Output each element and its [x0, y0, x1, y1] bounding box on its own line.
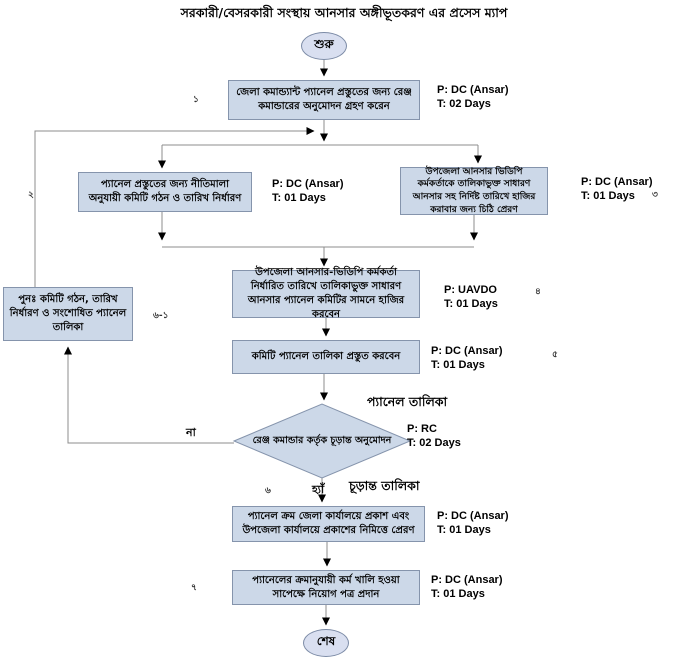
page-title: সরকারী/বেসরকারী সংস্থায় আনসার অঙ্গীভূতকরণ এর প্রসেস ম্যাপ	[180, 5, 508, 20]
step1-annotation	[437, 83, 509, 112]
step4-number: ৪	[535, 287, 541, 297]
start-terminator: শুরু	[301, 32, 347, 60]
process-box-step1: জেলা কমান্ড্যান্ট প্যানেল প্রস্তুতের জন্য রেঞ্জ কমান্ডারের অনুমোদন গ্রহণ করেন	[228, 80, 420, 120]
step4-time: T: 01 Days	[444, 298, 498, 311]
final-list-label: চূড়ান্ত তালিকা	[349, 478, 420, 493]
step1-performer: P: DC (Ansar)	[437, 84, 509, 96]
no-branch-label: না	[186, 426, 196, 439]
step7-time: T: 01 Days	[431, 588, 485, 601]
process-box-step4: উপজেলা আনসার-ভিডিপি কর্মকর্তা নির্ধারিত তারিখে তালিকাভুক্ত সাধারণ আনসার প্যানেল কমিটির সামনে হাজির করবেন	[232, 270, 420, 318]
step3-number: ৩	[652, 190, 658, 200]
step2-number: ২	[28, 190, 34, 200]
step5-number: ৫	[552, 350, 558, 360]
process-box-step3: উপজেলা আনসার ভিডিপি কর্মকর্তাকে তালিকাভুক্ত সাধারণ আনসার সহ নির্দিষ্ট তারিখে হাজির করাবার জন্য চিঠি প্রেরণ	[400, 167, 548, 215]
step1-time: T: 02 Days	[437, 98, 491, 111]
step3-performer: P: DC (Ansar)	[581, 176, 653, 188]
decision-time: T: 02 Days	[407, 437, 461, 450]
step5-time: T: 01 Days	[431, 359, 485, 372]
step3-annotation	[581, 175, 653, 204]
step5-performer: P: DC (Ansar)	[431, 345, 503, 357]
step4-performer: P: UAVDO	[444, 284, 497, 296]
step6-annotation	[437, 509, 509, 538]
step2-time: T: 01 Days	[272, 192, 326, 205]
step7-performer: P: DC (Ansar)	[431, 574, 503, 586]
end-terminator: শেষ	[303, 629, 349, 657]
step6-performer: P: DC (Ansar)	[437, 510, 509, 522]
step6-time: T: 01 Days	[437, 524, 491, 537]
decision-performer: P: RC	[407, 423, 437, 435]
panel-list-label: প্যানেল তালিকা	[367, 394, 448, 409]
step7-annotation	[431, 573, 503, 602]
yes-branch-label: হ্যাঁ	[312, 483, 325, 496]
rework-number: ৬-১	[153, 311, 169, 321]
process-box-step2: প্যানেল প্রস্তুতের জন্য নীতিমালা অনুযায়ী কমিটি গঠন ও তারিখ নির্ধারণ	[78, 172, 252, 212]
step2-performer: P: DC (Ansar)	[272, 178, 344, 190]
step1-number: ১	[193, 95, 199, 105]
decision-annotation	[407, 422, 461, 451]
process-box-rework: পুনঃ কমিটি গঠন, তারিখ নির্ধারণ ও সংশোধিত প্যানেল তালিকা	[3, 287, 133, 341]
step5-annotation	[431, 344, 503, 373]
step3-time: T: 01 Days	[581, 190, 635, 203]
process-box-step6: প্যানেল ক্রম জেলা কার্যালয়ে প্রকাশ এবং উপজেলা কার্যালয়ে প্রকাশের নিমিত্তে প্রেরণ	[232, 506, 425, 542]
step2-annotation	[272, 177, 344, 206]
process-box-step7: প্যানেলের ক্রমানুযায়ী কর্ম খালি হওয়া সাপেক্ষে নিয়োগ পত্র প্রদান	[232, 570, 420, 605]
decision-diamond-label: রেঞ্জ কমান্ডার কর্তৃক চূড়ান্ত অনুমোদন	[252, 435, 392, 447]
step4-annotation	[444, 283, 498, 312]
step7-number: ৭	[191, 583, 197, 593]
decision-number: ৬	[265, 486, 271, 496]
process-box-step5: কমিটি প্যানেল তালিকা প্রস্তুত করবেন	[232, 340, 420, 374]
